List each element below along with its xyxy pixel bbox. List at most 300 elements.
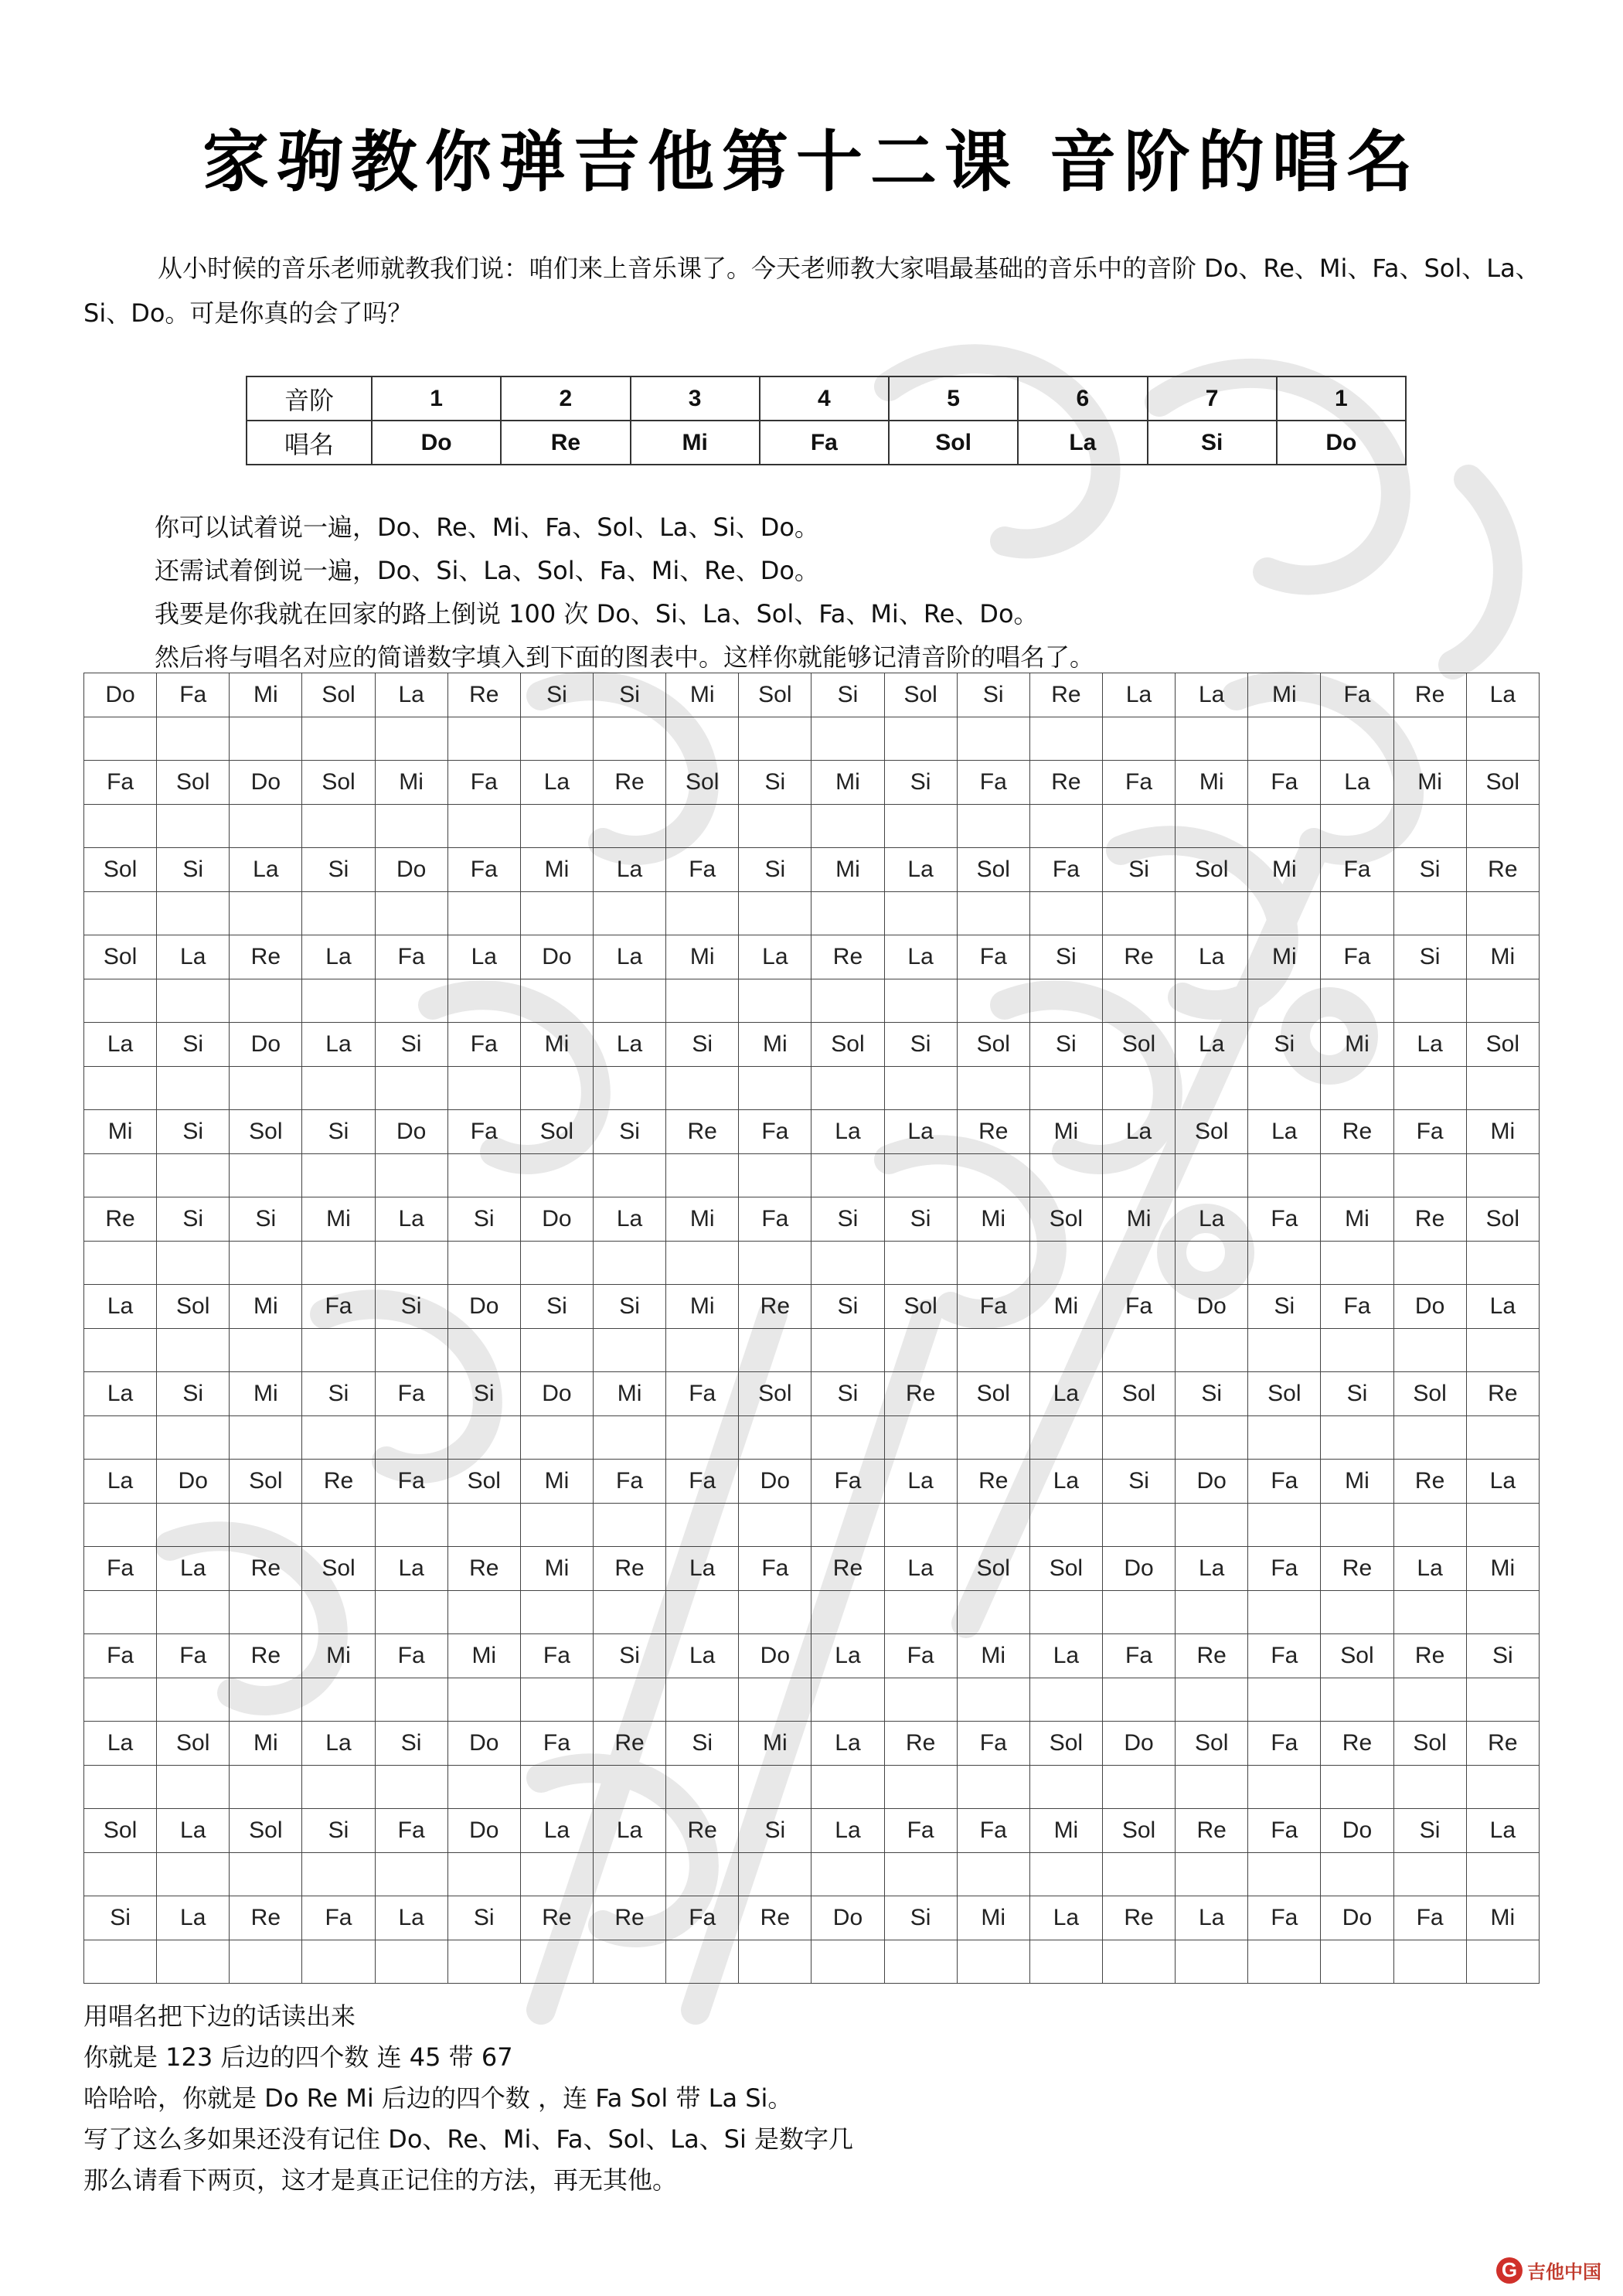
grid-answer-cell[interactable]	[957, 1678, 1029, 1722]
grid-answer-cell[interactable]	[1176, 1678, 1248, 1722]
grid-answer-cell[interactable]	[812, 1242, 884, 1285]
grid-answer-cell[interactable]	[1029, 1154, 1102, 1197]
grid-answer-cell[interactable]	[230, 1940, 302, 1984]
grid-answer-cell[interactable]	[230, 1154, 302, 1197]
grid-answer-cell[interactable]	[739, 1329, 812, 1372]
grid-answer-cell[interactable]	[1321, 1853, 1393, 1896]
grid-answer-cell[interactable]	[593, 1329, 665, 1372]
grid-answer-cell[interactable]	[1248, 1766, 1321, 1809]
grid-answer-cell[interactable]	[1393, 979, 1466, 1023]
grid-answer-cell[interactable]	[447, 1154, 520, 1197]
grid-answer-cell[interactable]	[1321, 805, 1393, 848]
grid-answer-cell[interactable]	[375, 1504, 447, 1547]
grid-answer-cell[interactable]	[593, 1416, 665, 1460]
grid-answer-cell[interactable]	[1102, 1853, 1175, 1896]
grid-answer-cell[interactable]	[230, 805, 302, 848]
grid-answer-cell[interactable]	[302, 1504, 375, 1547]
grid-answer-cell[interactable]	[812, 1329, 884, 1372]
grid-answer-cell[interactable]	[302, 1416, 375, 1460]
grid-answer-cell[interactable]	[812, 1853, 884, 1896]
grid-answer-cell[interactable]	[157, 892, 230, 935]
grid-answer-cell[interactable]	[302, 717, 375, 761]
grid-answer-cell[interactable]	[666, 1416, 739, 1460]
grid-answer-cell[interactable]	[230, 1678, 302, 1722]
grid-answer-cell[interactable]	[884, 1242, 957, 1285]
grid-answer-cell[interactable]	[447, 1940, 520, 1984]
grid-answer-cell[interactable]	[157, 1416, 230, 1460]
grid-answer-cell[interactable]	[1393, 1416, 1466, 1460]
grid-answer-cell[interactable]	[1466, 717, 1539, 761]
grid-answer-cell[interactable]	[375, 1416, 447, 1460]
grid-answer-cell[interactable]	[1102, 1766, 1175, 1809]
grid-answer-cell[interactable]	[593, 1853, 665, 1896]
grid-answer-cell[interactable]	[1102, 979, 1175, 1023]
grid-answer-cell[interactable]	[593, 805, 665, 848]
grid-answer-cell[interactable]	[1248, 1242, 1321, 1285]
grid-answer-cell[interactable]	[666, 1067, 739, 1110]
grid-answer-cell[interactable]	[375, 892, 447, 935]
grid-answer-cell[interactable]	[375, 1242, 447, 1285]
grid-answer-cell[interactable]	[1176, 1067, 1248, 1110]
grid-answer-cell[interactable]	[739, 1766, 812, 1809]
grid-answer-cell[interactable]	[84, 805, 157, 848]
grid-answer-cell[interactable]	[957, 1591, 1029, 1634]
grid-answer-cell[interactable]	[230, 717, 302, 761]
grid-answer-cell[interactable]	[230, 1504, 302, 1547]
grid-answer-cell[interactable]	[1248, 979, 1321, 1023]
grid-answer-cell[interactable]	[957, 1766, 1029, 1809]
grid-answer-cell[interactable]	[1393, 1853, 1466, 1896]
grid-answer-cell[interactable]	[1321, 1067, 1393, 1110]
grid-answer-cell[interactable]	[957, 1067, 1029, 1110]
grid-answer-cell[interactable]	[884, 717, 957, 761]
grid-answer-cell[interactable]	[302, 1766, 375, 1809]
grid-answer-cell[interactable]	[1393, 1766, 1466, 1809]
grid-answer-cell[interactable]	[812, 1067, 884, 1110]
grid-answer-cell[interactable]	[230, 1329, 302, 1372]
grid-answer-cell[interactable]	[84, 717, 157, 761]
grid-answer-cell[interactable]	[957, 1329, 1029, 1372]
grid-answer-cell[interactable]	[812, 1940, 884, 1984]
grid-answer-cell[interactable]	[1029, 1242, 1102, 1285]
grid-answer-cell[interactable]	[84, 1416, 157, 1460]
grid-answer-cell[interactable]	[1466, 1678, 1539, 1722]
grid-answer-cell[interactable]	[884, 1678, 957, 1722]
grid-answer-cell[interactable]	[1102, 1067, 1175, 1110]
grid-answer-cell[interactable]	[520, 1940, 593, 1984]
grid-answer-cell[interactable]	[1029, 805, 1102, 848]
grid-answer-cell[interactable]	[375, 979, 447, 1023]
grid-answer-cell[interactable]	[1102, 1504, 1175, 1547]
grid-answer-cell[interactable]	[1248, 892, 1321, 935]
grid-answer-cell[interactable]	[1466, 1067, 1539, 1110]
grid-answer-cell[interactable]	[1176, 892, 1248, 935]
grid-answer-cell[interactable]	[957, 1853, 1029, 1896]
grid-answer-cell[interactable]	[884, 1853, 957, 1896]
grid-answer-cell[interactable]	[1248, 1416, 1321, 1460]
grid-answer-cell[interactable]	[1248, 1678, 1321, 1722]
grid-answer-cell[interactable]	[157, 1940, 230, 1984]
grid-answer-cell[interactable]	[1029, 1853, 1102, 1896]
grid-answer-cell[interactable]	[1321, 1329, 1393, 1372]
grid-answer-cell[interactable]	[739, 1591, 812, 1634]
grid-answer-cell[interactable]	[1466, 1766, 1539, 1809]
grid-answer-cell[interactable]	[1466, 1416, 1539, 1460]
grid-answer-cell[interactable]	[739, 892, 812, 935]
grid-answer-cell[interactable]	[302, 979, 375, 1023]
grid-answer-cell[interactable]	[302, 1940, 375, 1984]
grid-answer-cell[interactable]	[520, 805, 593, 848]
grid-answer-cell[interactable]	[1321, 1242, 1393, 1285]
grid-answer-cell[interactable]	[666, 979, 739, 1023]
grid-answer-cell[interactable]	[1029, 1678, 1102, 1722]
grid-answer-cell[interactable]	[447, 1766, 520, 1809]
grid-answer-cell[interactable]	[84, 892, 157, 935]
grid-answer-cell[interactable]	[1393, 1067, 1466, 1110]
grid-answer-cell[interactable]	[593, 1940, 665, 1984]
grid-answer-cell[interactable]	[1176, 1154, 1248, 1197]
grid-answer-cell[interactable]	[157, 1591, 230, 1634]
grid-answer-cell[interactable]	[1466, 1940, 1539, 1984]
grid-answer-cell[interactable]	[1102, 1154, 1175, 1197]
grid-answer-cell[interactable]	[1102, 892, 1175, 935]
grid-answer-cell[interactable]	[1102, 1329, 1175, 1372]
grid-answer-cell[interactable]	[1466, 1591, 1539, 1634]
grid-answer-cell[interactable]	[520, 1591, 593, 1634]
grid-answer-cell[interactable]	[230, 979, 302, 1023]
grid-answer-cell[interactable]	[666, 1940, 739, 1984]
grid-answer-cell[interactable]	[447, 1416, 520, 1460]
grid-answer-cell[interactable]	[1321, 1766, 1393, 1809]
grid-answer-cell[interactable]	[520, 1853, 593, 1896]
grid-answer-cell[interactable]	[520, 1154, 593, 1197]
grid-answer-cell[interactable]	[1248, 805, 1321, 848]
grid-answer-cell[interactable]	[666, 1678, 739, 1722]
grid-answer-cell[interactable]	[520, 1416, 593, 1460]
grid-answer-cell[interactable]	[157, 1067, 230, 1110]
grid-answer-cell[interactable]	[739, 1678, 812, 1722]
grid-answer-cell[interactable]	[1321, 892, 1393, 935]
grid-answer-cell[interactable]	[84, 1940, 157, 1984]
grid-answer-cell[interactable]	[884, 1766, 957, 1809]
grid-answer-cell[interactable]	[739, 1067, 812, 1110]
grid-answer-cell[interactable]	[447, 1242, 520, 1285]
grid-answer-cell[interactable]	[1248, 1591, 1321, 1634]
grid-answer-cell[interactable]	[666, 892, 739, 935]
grid-answer-cell[interactable]	[739, 1853, 812, 1896]
grid-answer-cell[interactable]	[1102, 1678, 1175, 1722]
grid-answer-cell[interactable]	[1248, 1940, 1321, 1984]
grid-answer-cell[interactable]	[1466, 1154, 1539, 1197]
grid-answer-cell[interactable]	[812, 1416, 884, 1460]
grid-answer-cell[interactable]	[884, 1329, 957, 1372]
grid-answer-cell[interactable]	[302, 805, 375, 848]
grid-answer-cell[interactable]	[84, 979, 157, 1023]
grid-answer-cell[interactable]	[230, 1416, 302, 1460]
grid-answer-cell[interactable]	[1393, 1591, 1466, 1634]
grid-answer-cell[interactable]	[157, 1329, 230, 1372]
grid-answer-cell[interactable]	[1102, 805, 1175, 848]
grid-answer-cell[interactable]	[1176, 1504, 1248, 1547]
grid-answer-cell[interactable]	[157, 1766, 230, 1809]
grid-answer-cell[interactable]	[812, 1591, 884, 1634]
grid-answer-cell[interactable]	[1393, 1154, 1466, 1197]
grid-answer-cell[interactable]	[375, 1766, 447, 1809]
grid-answer-cell[interactable]	[230, 1591, 302, 1634]
grid-answer-cell[interactable]	[1029, 1329, 1102, 1372]
grid-answer-cell[interactable]	[1176, 979, 1248, 1023]
grid-answer-cell[interactable]	[230, 1766, 302, 1809]
grid-answer-cell[interactable]	[1029, 1067, 1102, 1110]
grid-answer-cell[interactable]	[884, 1416, 957, 1460]
grid-answer-cell[interactable]	[1176, 1591, 1248, 1634]
grid-answer-cell[interactable]	[1248, 1154, 1321, 1197]
grid-answer-cell[interactable]	[520, 1067, 593, 1110]
grid-answer-cell[interactable]	[812, 1154, 884, 1197]
grid-answer-cell[interactable]	[957, 805, 1029, 848]
grid-answer-cell[interactable]	[1029, 717, 1102, 761]
grid-answer-cell[interactable]	[1176, 1940, 1248, 1984]
grid-answer-cell[interactable]	[666, 1242, 739, 1285]
grid-answer-cell[interactable]	[884, 1591, 957, 1634]
grid-answer-cell[interactable]	[1466, 1853, 1539, 1896]
grid-answer-cell[interactable]	[447, 1504, 520, 1547]
grid-answer-cell[interactable]	[884, 805, 957, 848]
grid-answer-cell[interactable]	[520, 1242, 593, 1285]
grid-answer-cell[interactable]	[1393, 805, 1466, 848]
grid-answer-cell[interactable]	[1321, 1678, 1393, 1722]
grid-answer-cell[interactable]	[230, 1853, 302, 1896]
grid-answer-cell[interactable]	[1176, 805, 1248, 848]
grid-answer-cell[interactable]	[593, 1678, 665, 1722]
grid-answer-cell[interactable]	[1466, 1242, 1539, 1285]
grid-answer-cell[interactable]	[957, 892, 1029, 935]
grid-answer-cell[interactable]	[593, 1504, 665, 1547]
grid-answer-cell[interactable]	[520, 892, 593, 935]
grid-answer-cell[interactable]	[957, 979, 1029, 1023]
grid-answer-cell[interactable]	[666, 1504, 739, 1547]
grid-answer-cell[interactable]	[84, 1067, 157, 1110]
grid-answer-cell[interactable]	[1393, 1940, 1466, 1984]
grid-answer-cell[interactable]	[520, 717, 593, 761]
grid-answer-cell[interactable]	[1176, 1242, 1248, 1285]
grid-answer-cell[interactable]	[666, 1154, 739, 1197]
grid-answer-cell[interactable]	[739, 1416, 812, 1460]
grid-answer-cell[interactable]	[666, 805, 739, 848]
grid-answer-cell[interactable]	[666, 1591, 739, 1634]
grid-answer-cell[interactable]	[84, 1766, 157, 1809]
grid-answer-cell[interactable]	[1176, 1416, 1248, 1460]
grid-answer-cell[interactable]	[884, 1154, 957, 1197]
grid-answer-cell[interactable]	[520, 979, 593, 1023]
grid-answer-cell[interactable]	[957, 1154, 1029, 1197]
grid-answer-cell[interactable]	[84, 1591, 157, 1634]
grid-answer-cell[interactable]	[739, 717, 812, 761]
grid-answer-cell[interactable]	[157, 1154, 230, 1197]
grid-answer-cell[interactable]	[157, 805, 230, 848]
grid-answer-cell[interactable]	[884, 1067, 957, 1110]
grid-answer-cell[interactable]	[593, 892, 665, 935]
grid-answer-cell[interactable]	[593, 1154, 665, 1197]
grid-answer-cell[interactable]	[1393, 1504, 1466, 1547]
grid-answer-cell[interactable]	[593, 717, 665, 761]
grid-answer-cell[interactable]	[157, 717, 230, 761]
grid-answer-cell[interactable]	[884, 1504, 957, 1547]
grid-answer-cell[interactable]	[1393, 1329, 1466, 1372]
grid-answer-cell[interactable]	[375, 1940, 447, 1984]
grid-answer-cell[interactable]	[84, 1853, 157, 1896]
grid-answer-cell[interactable]	[593, 1766, 665, 1809]
grid-answer-cell[interactable]	[447, 979, 520, 1023]
grid-answer-cell[interactable]	[447, 1678, 520, 1722]
grid-answer-cell[interactable]	[375, 1591, 447, 1634]
grid-answer-cell[interactable]	[84, 1329, 157, 1372]
grid-answer-cell[interactable]	[520, 1766, 593, 1809]
grid-answer-cell[interactable]	[884, 979, 957, 1023]
grid-answer-cell[interactable]	[812, 1504, 884, 1547]
grid-answer-cell[interactable]	[302, 1591, 375, 1634]
grid-answer-cell[interactable]	[957, 1940, 1029, 1984]
grid-answer-cell[interactable]	[593, 1242, 665, 1285]
grid-answer-cell[interactable]	[1248, 1067, 1321, 1110]
grid-answer-cell[interactable]	[666, 1329, 739, 1372]
grid-answer-cell[interactable]	[1029, 979, 1102, 1023]
grid-answer-cell[interactable]	[1466, 805, 1539, 848]
grid-answer-cell[interactable]	[1393, 717, 1466, 761]
grid-answer-cell[interactable]	[1321, 1504, 1393, 1547]
grid-answer-cell[interactable]	[1321, 1591, 1393, 1634]
grid-answer-cell[interactable]	[375, 717, 447, 761]
grid-answer-cell[interactable]	[1393, 1242, 1466, 1285]
grid-answer-cell[interactable]	[302, 1329, 375, 1372]
grid-answer-cell[interactable]	[1029, 892, 1102, 935]
grid-answer-cell[interactable]	[812, 979, 884, 1023]
grid-answer-cell[interactable]	[375, 1678, 447, 1722]
grid-answer-cell[interactable]	[157, 1853, 230, 1896]
grid-answer-cell[interactable]	[157, 1678, 230, 1722]
grid-answer-cell[interactable]	[1466, 1504, 1539, 1547]
grid-answer-cell[interactable]	[1102, 1416, 1175, 1460]
grid-answer-cell[interactable]	[1321, 1940, 1393, 1984]
grid-answer-cell[interactable]	[739, 1940, 812, 1984]
grid-answer-cell[interactable]	[302, 1853, 375, 1896]
grid-answer-cell[interactable]	[1248, 1853, 1321, 1896]
grid-answer-cell[interactable]	[957, 1504, 1029, 1547]
grid-answer-cell[interactable]	[84, 1678, 157, 1722]
grid-answer-cell[interactable]	[1176, 1766, 1248, 1809]
grid-answer-cell[interactable]	[520, 1504, 593, 1547]
grid-answer-cell[interactable]	[666, 1853, 739, 1896]
grid-answer-cell[interactable]	[1029, 1504, 1102, 1547]
grid-answer-cell[interactable]	[957, 1416, 1029, 1460]
grid-answer-cell[interactable]	[447, 892, 520, 935]
grid-answer-cell[interactable]	[1248, 1504, 1321, 1547]
grid-answer-cell[interactable]	[739, 805, 812, 848]
grid-answer-cell[interactable]	[375, 805, 447, 848]
grid-answer-cell[interactable]	[302, 1242, 375, 1285]
grid-answer-cell[interactable]	[957, 1242, 1029, 1285]
grid-answer-cell[interactable]	[739, 979, 812, 1023]
grid-answer-cell[interactable]	[447, 717, 520, 761]
grid-answer-cell[interactable]	[84, 1504, 157, 1547]
grid-answer-cell[interactable]	[1102, 1242, 1175, 1285]
grid-answer-cell[interactable]	[812, 717, 884, 761]
grid-answer-cell[interactable]	[84, 1154, 157, 1197]
grid-answer-cell[interactable]	[739, 1504, 812, 1547]
grid-answer-cell[interactable]	[1102, 1940, 1175, 1984]
grid-answer-cell[interactable]	[375, 1329, 447, 1372]
grid-answer-cell[interactable]	[1466, 979, 1539, 1023]
grid-answer-cell[interactable]	[1248, 1329, 1321, 1372]
grid-answer-cell[interactable]	[447, 1591, 520, 1634]
grid-answer-cell[interactable]	[593, 979, 665, 1023]
grid-answer-cell[interactable]	[157, 979, 230, 1023]
grid-answer-cell[interactable]	[302, 1678, 375, 1722]
grid-answer-cell[interactable]	[593, 1591, 665, 1634]
grid-answer-cell[interactable]	[1029, 1940, 1102, 1984]
grid-answer-cell[interactable]	[1029, 1416, 1102, 1460]
grid-answer-cell[interactable]	[375, 1154, 447, 1197]
grid-answer-cell[interactable]	[1321, 717, 1393, 761]
grid-answer-cell[interactable]	[230, 1067, 302, 1110]
grid-answer-cell[interactable]	[447, 1067, 520, 1110]
grid-answer-cell[interactable]	[84, 1242, 157, 1285]
grid-answer-cell[interactable]	[1393, 892, 1466, 935]
grid-answer-cell[interactable]	[520, 1678, 593, 1722]
grid-answer-cell[interactable]	[1248, 717, 1321, 761]
grid-answer-cell[interactable]	[1102, 717, 1175, 761]
grid-answer-cell[interactable]	[812, 892, 884, 935]
grid-answer-cell[interactable]	[1321, 1416, 1393, 1460]
grid-answer-cell[interactable]	[230, 892, 302, 935]
grid-answer-cell[interactable]	[812, 1678, 884, 1722]
grid-answer-cell[interactable]	[1466, 1329, 1539, 1372]
grid-answer-cell[interactable]	[1102, 1591, 1175, 1634]
grid-answer-cell[interactable]	[1466, 892, 1539, 935]
grid-answer-cell[interactable]	[1176, 717, 1248, 761]
grid-answer-cell[interactable]	[157, 1504, 230, 1547]
grid-answer-cell[interactable]	[739, 1242, 812, 1285]
grid-answer-cell[interactable]	[302, 892, 375, 935]
grid-answer-cell[interactable]	[884, 892, 957, 935]
grid-answer-cell[interactable]	[447, 1329, 520, 1372]
grid-answer-cell[interactable]	[1321, 979, 1393, 1023]
grid-answer-cell[interactable]	[739, 1154, 812, 1197]
grid-answer-cell[interactable]	[520, 1329, 593, 1372]
grid-answer-cell[interactable]	[447, 1853, 520, 1896]
grid-answer-cell[interactable]	[812, 1766, 884, 1809]
grid-answer-cell[interactable]	[884, 1940, 957, 1984]
grid-answer-cell[interactable]	[666, 1766, 739, 1809]
grid-answer-cell[interactable]	[1176, 1853, 1248, 1896]
grid-answer-cell[interactable]	[375, 1853, 447, 1896]
grid-answer-cell[interactable]	[447, 805, 520, 848]
grid-answer-cell[interactable]	[1029, 1591, 1102, 1634]
grid-answer-cell[interactable]	[957, 717, 1029, 761]
grid-answer-cell[interactable]	[1176, 1329, 1248, 1372]
grid-answer-cell[interactable]	[1029, 1766, 1102, 1809]
grid-answer-cell[interactable]	[375, 1067, 447, 1110]
grid-answer-cell[interactable]	[1321, 1154, 1393, 1197]
grid-answer-cell[interactable]	[812, 805, 884, 848]
grid-answer-cell[interactable]	[230, 1242, 302, 1285]
grid-answer-cell[interactable]	[302, 1067, 375, 1110]
grid-answer-cell[interactable]	[593, 1067, 665, 1110]
grid-answer-cell[interactable]	[1393, 1678, 1466, 1722]
grid-answer-cell[interactable]	[302, 1154, 375, 1197]
grid-answer-cell[interactable]	[666, 717, 739, 761]
grid-answer-cell[interactable]	[157, 1242, 230, 1285]
